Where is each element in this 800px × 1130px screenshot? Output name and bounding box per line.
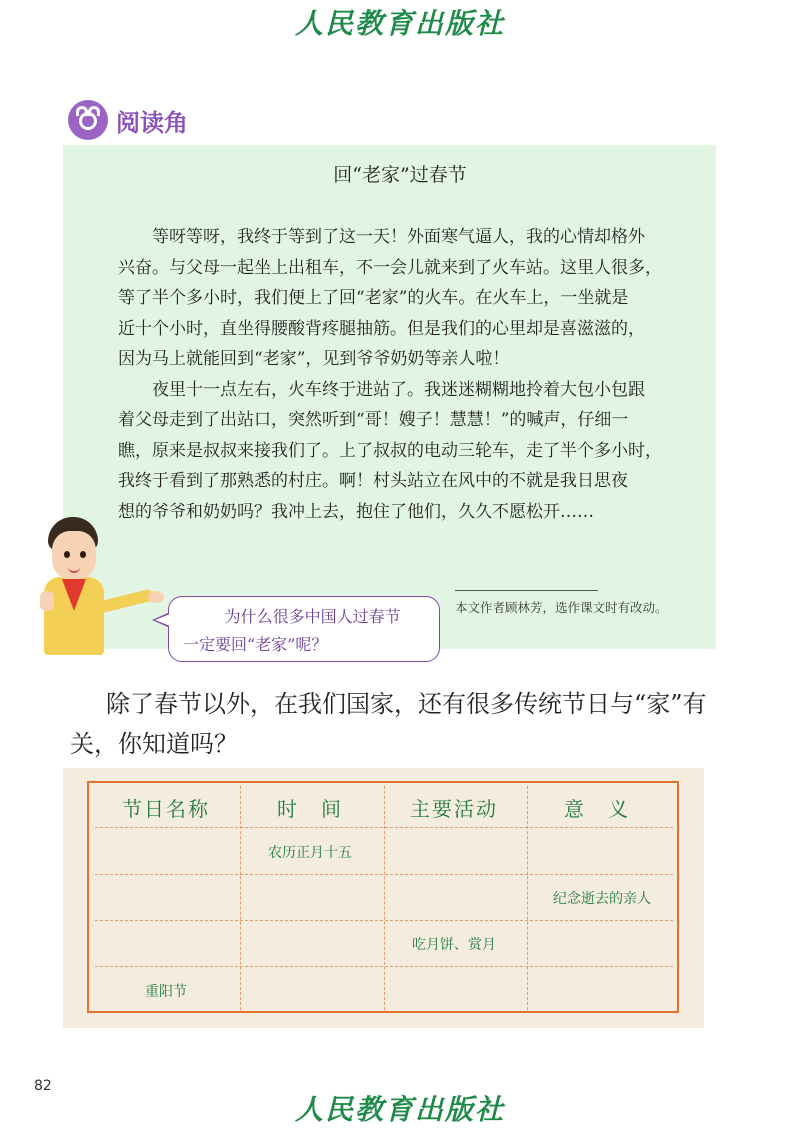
table-cell: 农历正月十五 [268,845,352,861]
question-text: 除了春节以外，在我们国家，还有很多传统节日与“家”有关，你知道吗？ [70,690,707,758]
publisher-logo-top: 人民教育出版社 [294,7,505,40]
child-illustration [40,515,170,660]
publisher-logo-bottom: 人民教育出版社 [294,1093,505,1126]
section-header [68,98,188,142]
table-header-time: 时 间 [277,797,343,821]
bubble-line-1: 为什么很多中国人过春节 [224,607,401,626]
table-cell: 吃月饼、赏月 [412,937,496,953]
table-header-festival-name: 节日名称 [122,797,210,821]
story-line: 瞧，原来是叔叔来接我们了。上了叔叔的电动三轮车，走了半个多小时， [118,440,662,461]
story-line: 我终于看到了那熟悉的村庄。啊！村头站立在风中的不就是我日思夜 [118,471,628,491]
section-title: 阅读角 [116,108,188,137]
story-line: 等了半个多小时，我们便上了回“老家”的火车。在火车上，一坐就是 [118,288,629,308]
table-header-activities: 主要活动 [410,797,498,821]
story-line: 夜里十一点左右，火车终于进站了。我迷迷糊糊地拎着大包小包跟 [118,379,645,400]
table-cell: 重阳节 [145,984,187,1000]
footnote: 本文作者顾林芳，选作课文时有改动。 [455,600,668,615]
story-line: 近十个小时，直坐得腰酸背疼腿抽筋。但是我们的心里却是喜滋滋的， [118,318,645,339]
story-line: 兴奋。与父母一起坐上出租车，不一会儿就来到了火车站。这里人很多， [118,257,662,278]
story-line: 想的爷爷和奶奶吗？我冲上去，抱住了他们，久久不愿松开…… [118,501,594,522]
story-text [118,222,700,527]
speech-bubble [168,596,440,662]
story-line: 因为马上就能回到“老家”，见到爷爷奶奶等亲人啦！ [118,349,510,369]
red-scarf-icon [62,579,86,611]
story-line: 着父母走到了出站口，突然听到“哥！嫂子！慧慧！”的喊声，仔细一 [118,410,629,430]
story-line: 等呀等呀，我终于等到了这一天！外面寒气逼人，我的心情却格外 [118,227,645,247]
bubble-line-2: 一定要回“老家”呢？ [183,635,328,654]
reading-corner-icon [68,100,108,140]
page-number: 82 [34,1078,52,1094]
table-cell: 纪念逝去的亲人 [553,891,651,907]
reading-title: 回“老家”过春节 [333,164,467,186]
table-header-meaning: 意 义 [564,797,630,821]
footnote-divider [455,590,598,591]
